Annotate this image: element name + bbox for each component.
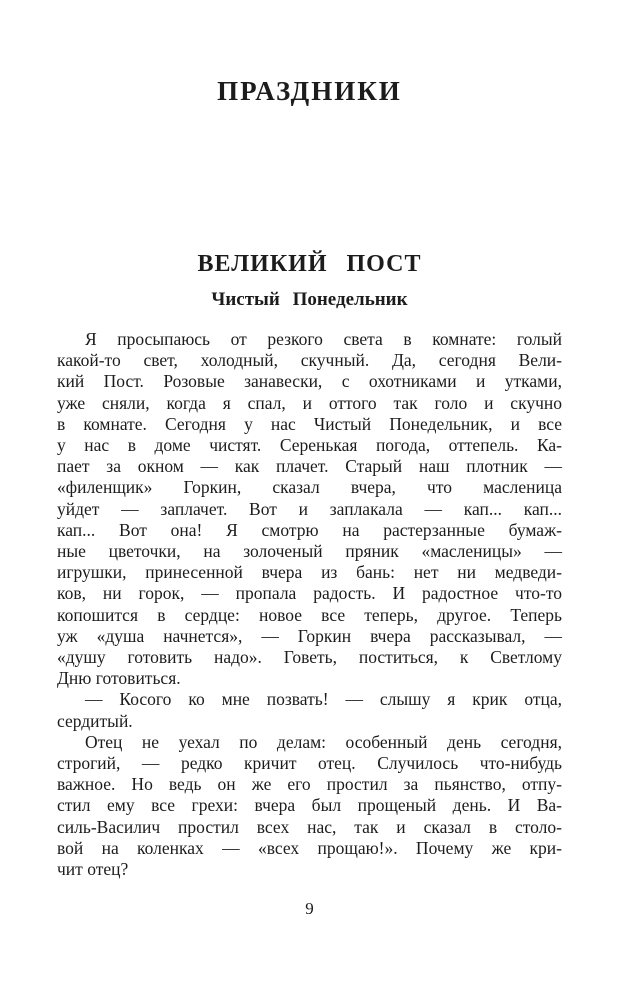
text-line: Отец не уехал по делам: особенный день сегодня, [85, 731, 562, 752]
text-line: Дню готовиться. [57, 668, 181, 689]
text-line: «филенщик» Горкин, сказал вчера, что масленица [57, 477, 562, 498]
text-line: «душу готовить надо». Говеть, поститься, к Светлому [57, 647, 562, 668]
text-line: кий Пост. Розовые занавески, с охотниками и утками, [57, 371, 562, 392]
text-line: кап... Вот она! Я смотрю на растерзанные бумаж- [57, 519, 562, 540]
text-line: чит отец? [57, 859, 129, 880]
text-line: игрушки, принесенной вчера из бань: нет ни медведи- [57, 562, 562, 583]
text-line: уйдет — заплачет. Вот и заплакала — кап... кап... [57, 498, 562, 519]
text-line: сердитый. [57, 710, 133, 731]
paragraph [57, 689, 562, 731]
text-line: стил ему все грехи: вчера был прощеный день. И Ва- [57, 795, 562, 816]
text-line: важное. Но ведь он же его простил за пьянство, отпу- [57, 774, 562, 795]
text-line: силь-Василич простил всех нас, так и сказал в столо- [57, 816, 562, 837]
part-title: ПРАЗДНИКИ [217, 76, 402, 106]
text-line: уже сняли, когда я спал, и оттого так голо и скучно [57, 392, 562, 413]
text-line: в комнате. Сегодня у нас Чистый Понедельник, и все [57, 413, 562, 434]
paragraph [57, 732, 562, 880]
text-line: ков, ни горок, — пропала радость. И радостное что-то [57, 583, 562, 604]
chapter-title: ВЕЛИКИЙ ПОСТ [197, 251, 422, 277]
text-line: какой-то свет, холодный, скучный. Да, сегодня Вели- [57, 350, 562, 371]
section-title: Чистый Понедельник [211, 289, 408, 310]
text-line: — Косого ко мне позвать! — слышу я крик отца, [85, 689, 562, 710]
text-line: вой на коленках — «всех прощаю!». Почему же кри- [57, 837, 562, 858]
body-text [57, 329, 562, 880]
text-line: уж «душа начнется», — Горкин вчера рассказывал, — [57, 625, 562, 646]
text-line: ные цветочки, на золоченый пряник «масленицы» — [57, 541, 562, 562]
text-line: у нас в доме чистят. Серенькая погода, оттепель. Ка- [57, 435, 562, 456]
text-line: пает за окном — как плачет. Старый наш плотник — [57, 456, 562, 477]
text-line: Я просыпаюсь от резкого света в комнате: голый [85, 329, 562, 349]
text-line: строгий, — редко кричит отец. Случилось что-нибудь [57, 753, 562, 774]
text-line: копошится в сердце: новое все теперь, другое. Теперь [57, 604, 562, 625]
paragraph [57, 329, 562, 689]
page-number: 9 [305, 899, 314, 918]
